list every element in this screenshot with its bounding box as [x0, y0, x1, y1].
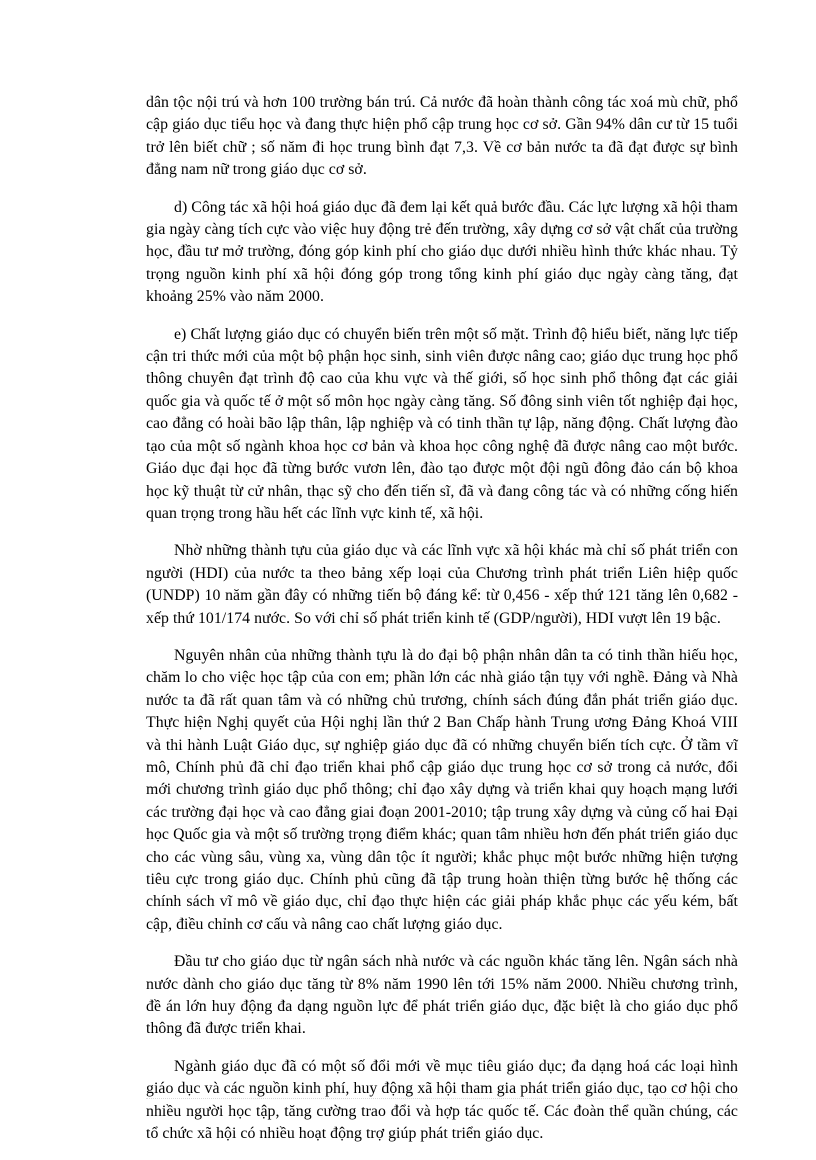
- paragraph-investment: Đầu tư cho giáo dục từ ngân sách nhà nước và các nguồn khác tăng lên. Ngân sách nhà nước dành cho giáo dục tăng từ 8% năm 1990 lên tới 15% năm 2000. Nhiều chương trình, đề án lớn huy động đa dạng nguồn lực để phát triển giáo dục, đặc biệt là cho giáo dục phổ thông đã được triển khai.: [146, 953, 738, 1038]
- paragraph-hdi: Nhờ những thành tựu của giáo dục và các lĩnh vực xã hội khác mà chỉ số phát triển con người (HDI) của nước ta theo bảng xếp loại của Chương trình phát triển Liên hiệp quốc (UNDP) 10 năm gần đây có những tiến bộ đáng kể: từ 0,456 - xếp thứ 121 tăng lên 0,682 - xếp thứ 101/174 nước. So với chỉ số phát triển kinh tế (GDP/người), HDI vượt lên 19 bậc.: [146, 542, 738, 627]
- paragraph-socialization: d) Công tác xã hội hoá giáo dục đã đem lại kết quả bước đầu. Các lực lượng xã hội tham gia ngày càng tích cực vào việc huy động trẻ đến trường, xây dựng cơ sở vật chất của trường học, đầu tư mở trường, đóng góp kinh phí cho giáo dục dưới nhiều hình thức khác nhau. Tỷ trọng nguồn kinh phí xã hội đóng góp trong tổng kinh phí giáo dục ngày càng tăng, đạt khoảng 25% vào năm 2000.: [146, 198, 738, 306]
- paragraph-continuation: dân tộc nội trú và hơn 100 trường bán trú. Cả nước đã hoàn thành công tác xoá mù chữ, phổ cập giáo dục tiểu học và đang thực hiện phổ cập trung học cơ sở. Gần 94% dân cư từ 15 tuổi trở lên biết chữ ; số năm đi học trung bình đạt 7,3. Về cơ bản nước ta đã đạt được sự bình đẳng nam nữ trong giáo dục cơ sở.: [146, 94, 738, 179]
- paragraph-causes: Nguyên nhân của những thành tựu là do đại bộ phận nhân dân ta có tinh thần hiếu học, chăm lo cho việc học tập của con em; phần lớn các nhà giáo tận tụy với nghề. Đảng và Nhà nước ta đã rất quan tâm và có những chủ trương, chính sách đúng đắn phát triển giáo dục. Thực hiện Nghị quyết của Hội nghị lần thứ 2 Ban Chấp hành Trung ương Đảng Khoá VIII và thi hành Luật Giáo dục, sự nghiệp giáo dục đã có những chuyển biến tích cực. Ở tầm vĩ mô, Chính phủ đã chỉ đạo triển khai phổ cập giáo dục trung học cơ sở trong cả nước, đổi mới chương trình giáo dục phổ thông; chỉ đạo xây dựng và triển khai quy hoạch mạng lưới các trường đại học và cao đẳng giai đoạn 2001-2010; tập trung xây dựng và củng cố hai Đại học Quốc gia và một số trường trọng điểm khác; quan tâm nhiều hơn đến phát triển giáo dục cho các vùng sâu, vùng xa, vùng dân tộc ít người; khắc phục một bước những hiện tượng tiêu cực trong giáo dục. Chính phủ cũng đã tập trung hoàn thiện từng bước hệ thống các chính sách vĩ mô về giáo dục, chỉ đạo thực hiện các giải pháp khắc phục các yếu kém, bất cập, điều chỉnh cơ cấu và nâng cao chất lượng giáo dục.: [146, 646, 738, 933]
- paragraph-quality: e) Chất lượng giáo dục có chuyển biến trên một số mặt. Trình độ hiểu biết, năng lực tiếp cận tri thức mới của một bộ phận học sinh, sinh viên được nâng cao; giáo dục trung học phổ thông chuyên đạt trình độ cao của khu vực và thế giới, số học sinh phổ thông đạt các giải quốc gia và quốc tế ở một số môn học ngày càng tăng. Số đông sinh viên tốt nghiệp đại học, cao đẳng có hoài bão lập thân, lập nghiệp và có tinh thần tự lập, năng động. Chất lượng đào tạo của một số ngành khoa học cơ bản và khoa học công nghệ đã được nâng cao một bước. Giáo dục đại học đã từng bước vươn lên, đào tạo được một đội ngũ đông đảo cán bộ khoa học kỹ thuật từ cử nhân, thạc sỹ cho đến tiến sĩ, đã và đang công tác và có những cống hiến quan trọng trong hầu hết các lĩnh vực kinh tế, xã hội.: [146, 325, 738, 522]
- document-body: [146, 92, 738, 1160]
- paragraph-reform: Ngành giáo dục đã có một số đổi mới về mục tiêu giáo dục; đa dạng hoá các loại hình giáo dục và các nguồn kinh phí, huy động xã hội tham gia phát triển giáo dục, tạo cơ hội cho nhiều người học tập, tăng cường trao đổi và hợp tác quốc tế. Các đoàn thể quần chúng, các tổ chức xã hội có nhiều hoạt động trợ giúp phát triển giáo dục.: [146, 1057, 738, 1143]
- page-bottom-divider: [146, 1098, 738, 1099]
